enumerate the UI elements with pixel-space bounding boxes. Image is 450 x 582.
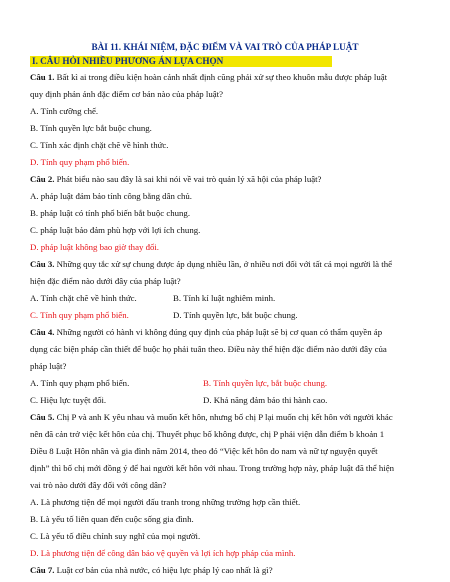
section-heading: I. CÂU HỎI NHIỀU PHƯƠNG ÁN LỰA CHỌN xyxy=(30,56,332,67)
question-label: Câu 3. xyxy=(30,259,55,269)
question-5-cont-2: Điều 8 Luật Hôn nhân và gia đình năm 2014, theo đó “Việc kết hôn do nam và nữ tự nguyện quyết xyxy=(30,446,378,456)
question-label: Câu 4. xyxy=(30,327,55,337)
lesson-title: BÀI 11. KHÁI NIỆM, ĐẶC ĐIỂM VÀ VAI TRÒ CỦA PHÁP LUẬT xyxy=(91,42,359,52)
question-3-cont: hiện đặc điểm nào dưới đây của pháp luật? xyxy=(30,276,181,286)
question-text: Phát biểu nào sau đây là sai khi nói về vai trò quản lý xã hội của pháp luật? xyxy=(54,174,322,184)
question-text: Bất kì ai trong điều kiện hoàn cảnh nhất định cũng phải xử sự theo khuôn mẫu được pháp luật xyxy=(54,72,388,82)
q1-option-d-answer: D. Tính quy phạm phổ biến. xyxy=(30,157,130,167)
question-text: Chị P và anh K yêu nhau và muốn kết hôn, nhưng bố chị P lại muốn chị kết hôn với người khác xyxy=(54,412,393,422)
question-text: Luật cơ bản của nhà nước, có hiệu lực pháp lý cao nhất là gì? xyxy=(54,565,273,575)
q5-option-c: C. Là yếu tố điều chỉnh suy nghĩ của mọi người. xyxy=(30,531,201,541)
q3-option-d: D. Tính quyền lực, bắt buộc chung. xyxy=(173,310,298,320)
q5-option-d-answer: D. Là phương tiện để công dân bảo vệ quyền và lợi ích hợp pháp của mình. xyxy=(30,548,296,558)
q1-option-c: C. Tính xác định chặt chẽ về hình thức. xyxy=(30,140,169,150)
q1-option-b: B. Tính quyền lực bắt buộc chung. xyxy=(30,123,152,133)
q5-option-a: A. Là phương tiện để mọi người đấu tranh trong những trường hợp cần thiết. xyxy=(30,497,301,507)
question-label: Câu 1. xyxy=(30,72,55,82)
question-label: Câu 5. xyxy=(30,412,55,422)
question-7 xyxy=(30,565,428,576)
question-5-cont-3: định” thì bố chị mới đồng ý để hai người kết hôn với nhau. Trong trường hợp này, pháp luật đã thể hiện xyxy=(30,463,395,473)
q4-option-c: C. Hiệu lực tuyệt đối. xyxy=(30,395,107,405)
question-5-cont: nên đã cản trở việc kết hôn của chị. Thuyết phục bố không được, chị P phải viện dẫn điểm b khoản 1 xyxy=(30,429,385,439)
q1-option-a: A. Tính cưỡng chế. xyxy=(30,106,99,116)
q3-option-c-answer: C. Tính quy phạm phổ biến. xyxy=(30,310,129,320)
q2-option-a: A. pháp luật đảm bảo tính công bằng dân chủ. xyxy=(30,191,192,201)
question-label: Câu 7. xyxy=(30,565,55,575)
question-1-cont: quy định phản ánh đặc điểm cơ bản nào của pháp luật? xyxy=(30,89,223,99)
question-3 xyxy=(30,259,428,270)
question-text: Những quy tắc xử sự chung được áp dụng nhiều lần, ở nhiều nơi đối với tất cả mọi người là thể xyxy=(54,259,393,269)
q3-options-row-1 xyxy=(30,293,428,304)
question-5 xyxy=(30,412,428,423)
question-text: Những người có hành vi không đúng quy định của pháp luật sẽ bị cơ quan có thẩm quyền áp xyxy=(54,327,383,337)
q3-options-row-2 xyxy=(30,310,428,321)
question-4-cont: dụng các biện pháp cần thiết để buộc họ phải tuân theo. Điều này thể hiện đặc điểm nào dưới đây của xyxy=(30,344,387,354)
q3-option-b: B. Tính kỉ luật nghiêm minh. xyxy=(173,293,276,303)
q2-option-c: C. pháp luật bảo đảm phù hợp với lợi ích chung. xyxy=(30,225,201,235)
q3-option-a: A. Tính chặt chẽ về hình thức. xyxy=(30,293,137,303)
question-label: Câu 2. xyxy=(30,174,55,184)
q4-options-row-1 xyxy=(30,378,428,389)
q2-option-b: B. pháp luật có tính phổ biến bắt buộc chung. xyxy=(30,208,191,218)
q4-option-a: A. Tính quy phạm phổ biến. xyxy=(30,378,130,388)
question-2 xyxy=(30,174,428,185)
q4-option-b-answer: B. Tính quyền lực, bắt buộc chung. xyxy=(203,378,328,388)
question-4-cont-2: pháp luật? xyxy=(30,361,67,371)
q2-option-d-answer: D. pháp luật không bao giờ thay đổi. xyxy=(30,242,160,252)
question-5-cont-4: vai trò nào dưới đây đối với công dân? xyxy=(30,480,167,490)
q5-option-b: B. Là yếu tố liên quan đến cuộc sống gia đình. xyxy=(30,514,194,524)
question-4 xyxy=(30,327,428,338)
q4-options-row-2 xyxy=(30,395,428,406)
question-1 xyxy=(30,72,428,83)
q4-option-d: D. Khả năng đảm bảo thi hành cao. xyxy=(203,395,328,405)
